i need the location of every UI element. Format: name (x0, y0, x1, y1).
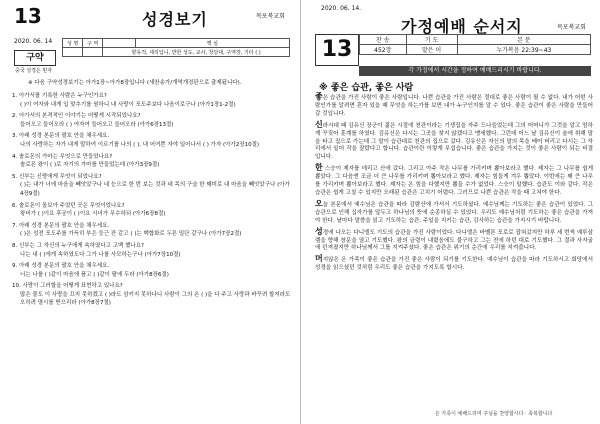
sermon-paragraph (315, 255, 593, 273)
answer-blank[interactable]: 나의 사랑하는 자가 내게 말하여 이르기를 나의 ( ), 내 어여쁜 자야 일어나서 ( ) 가자 (아가2장10절) (20, 141, 260, 148)
worship-title: 가정예배 순서지 (401, 17, 523, 36)
quiz-number: 13 (14, 4, 42, 28)
sermon-paragraph (315, 200, 593, 226)
church-name: 목포북교회 (557, 24, 586, 31)
quiz-title: 성경보기 (142, 10, 208, 29)
grid-header: 찬 송 (360, 35, 407, 45)
question-text: 6. 솔로몬이 돌보아 주었던 곳은 무엇이었나요? (12, 202, 125, 209)
question-item (12, 112, 292, 129)
footer-text: 온 가족이 예배드리며 주님을 찬양합시다 · 축복합니다 (435, 411, 553, 417)
answer-blank[interactable]: 솔로몬 왕이 ( )로 자기의 가마를 만들었는데 (아가3장9절) (20, 162, 160, 169)
sermon-body (315, 93, 593, 275)
answer-blank[interactable]: 들어오고 들어오라 ( ) 여자여 들어오고 들어오라 (아가6장13절) (20, 121, 174, 128)
sermon-paragraph (315, 228, 593, 254)
answer-blank[interactable]: ( )은 성전 포도주를 가득히 부은 둥근 잔 같고 ( )는 백합화로 두른 밀단 같구나 (아가7장2절) (20, 231, 242, 238)
district-cell[interactable] (83, 48, 103, 57)
church-name: 목포북교회 (256, 13, 285, 20)
drop-cap: 좋 (315, 92, 323, 101)
grid-note: 향유적, 세리입니, 반한 성도, 교사, 장당대, 구역장, 기타 ( ) (103, 48, 290, 57)
question-text: 2. 아가서의 본격적인 이야기는 어떻게 시작되었나요? (12, 113, 141, 120)
question-text: 4. 솔로몬의 가마는 무엇으로 만들었나요? (12, 153, 113, 160)
worship-date: 2020. 06. 14. (321, 5, 362, 12)
question-list (12, 92, 292, 311)
grid-header: 기 도 (406, 35, 457, 45)
answer-blank[interactable]: ( )는 내가 너에 마음을 빼앗았구나 네 눈으로 한 번 보는 것과 네 목의 구슬 한 꿰미로 내 마음을 빼앗았구나 (아가4장9절) (20, 182, 290, 197)
order-grid (359, 34, 591, 55)
paragraph-text: 스승이 제자를 데리고 산에 갔다. 그리고 아주 작은 나무를 가리키며 뽑아보라고 했다. 제자는 그 나무를 쉽게 뽑았다. 그 다음엔 조금 더 큰 나무를 가리키며 뽑아보라고 했다. 제자는 힘들게 겨우 뽑았다. 이번에는 꽤 큰 나무를 가리키며 뽑아보라고 했다. 제자는 온 힘을 다했지만 뽑을 수가 없었다. 스승이 말했다. 습관도 이와 같다. 작은 습관은 쉽게 고칠 수 있지만 오래된 습관은 고치기 어렵다. 그러므로 나쁜 습관은 작을 때 고쳐야 한다. (315, 166, 593, 196)
drop-cap: 머 (315, 254, 323, 264)
worship-number: 13 (315, 34, 359, 66)
drop-cap: 오 (315, 198, 323, 208)
family-worship-page (300, 0, 600, 424)
answer-blank[interactable]: 많은 물도 이 사랑을 끄지 못하겠고 ( )라도 삼키지 못하나니 사람이 그의 온 ( )을 다 주고 사랑과 바꾸려 할지라도 오히려 멸시를 받으리라 (아가8장7절) (20, 291, 291, 307)
info-grid (62, 38, 290, 57)
drop-cap: 신 (315, 119, 323, 129)
grid-header (103, 39, 135, 48)
grid-header: 성 명 (63, 39, 83, 48)
question-item (12, 222, 292, 239)
section-hint: 중국 성경은 믿자 (15, 68, 52, 74)
question-item (12, 242, 292, 259)
answer-blank[interactable]: 왕비가 ( )이요 후궁이 ( )이요 시녀가 무수하되 (아가6장8절) (20, 211, 166, 218)
sermon-paragraph (315, 121, 593, 163)
sermon-title: ※ 좋은 습관, 좋은 사람 (319, 83, 414, 93)
name-cell[interactable] (63, 48, 83, 57)
paragraph-text: 늘 본문에서 예수님은 습관을 따라 감람산에 가셔서 기도하셨다. 예수님께는 기도하는 좋은 습관이 있었다. 그 습관으로 인해 십자가를 앞두고 하나님의 뜻에 순종하실 수 있었다. 우리도 예수님처럼 기도하는 좋은 습관을 가져야 한다. 날마다 말씀을 읽고 기도하는 습관, 주일을 지키는 습관, 감사하는 습관을 가지시기 바랍니다. (315, 201, 593, 224)
question-item (12, 92, 292, 109)
question-text: 10. 사랑이 그러할을 어떻게 표현하고 있나요? (12, 283, 123, 290)
paragraph-text: 은 습관을 가진 사람이 좋은 사람입니다. 나쁜 습관을 가진 사람은 절대로 좋은 사람이 될 수 없다. 내가 어떤 사람인가를 알려면 혼자 있을 때 무엇을 하는가를 보면 내가 누구인지를 알 수 있다. 좋은 습관이 좋은 사람을 만들어 갈 것입니다. (315, 95, 593, 117)
question-item (12, 202, 292, 219)
paragraph-text: 경에 나오는 다니엘도 기도의 습관을 가진 사람이었다. 다니엘은 바벨론 포로로 잡혀갔지만 하루 세 번씩 예루살렘을 향해 창문을 열고 기도했다. 왕의 금령이 내렸음에도 불구하고 그는 전에 하던 대로 기도했다. 그 결과 사자굴에 던져졌지만 하나님께서 그를 지켜주셨다. 좋은 습관은 위기의 순간에 우리를 지켜줍니다. (315, 229, 593, 252)
sermon-paragraph (315, 93, 593, 119)
question-text: 9. 아래 성경 본문의 괄호 안을 채우세요. (12, 263, 110, 270)
grid-header: 본 문 (457, 35, 590, 45)
answer-blank[interactable]: 나는 내 ( )에게 속하였도다 그가 나를 사모하는구나 (아가7장10절) (20, 251, 181, 258)
question-item (12, 132, 292, 149)
question-item (12, 262, 292, 279)
prayer-value: 맡은 이 (406, 45, 457, 55)
question-text: 7. 아래 성경 본문의 괄호 안을 채우세요. (12, 222, 110, 229)
paragraph-text: 지않은 온 가족이 좋은 습관을 가진 좋은 사람이 되기를 기도한다. 예수님이 습관을 따라 기도하시고 회당에서 성경을 읽으셨던 것처럼 우리도 좋은 습관을 가지도록 합시다. (315, 257, 593, 272)
question-text: 8. 신부는 그 자신의 누구에게 속하였다고 고백 했나요? (12, 242, 144, 249)
answer-blank[interactable]: ( )이 여자와 내게 입 맞추기를 원하니 내 사랑이 포도주보다 나음이로구나 (아가1장1-2절) (20, 101, 236, 108)
scripture-value: 누가복음 22:39~43 (457, 45, 590, 55)
question-item (12, 282, 292, 308)
instruction-bar: 각 가정에서 시간을 정하여 예배드리시기 바랍니다. (359, 66, 591, 76)
sermon-paragraph (315, 164, 593, 198)
grid-header: 구 역 (83, 39, 103, 48)
answer-blank[interactable]: 너는 나를 ( )같이 마음에 품고 ( )같이 팔에 두라 (아가8장6절) (20, 271, 169, 278)
drop-cap: 한 (315, 163, 323, 173)
quiz-date: 2020. 06. 14 (14, 38, 53, 45)
question-item (12, 173, 292, 199)
question-item (12, 153, 292, 170)
question-text: 5. 신부는 신랑에게 무엇이 되었나요? (12, 173, 102, 180)
paragraph-text: 라시대 때 김유신 장군이 젊은 시절에 천관이라는 기생집을 자주 드나들었는데 그의 어머니가 그것을 알고 엄하게 꾸짖어 훈계를 하였다. 김유신은 다시는 그곳을 찾지 않겠다고 맹세했다. 그런데 어느 날 김유신이 술에 취해 말을 타고 집으로 가는데 그 말이 습관대로 천관의 집으로 갔다. 김유신은 자신의 말의 목을 베어 버리고 다시는 그 자리에서 일어 작을 잘랐다고 합니다. 습관이란 이렇게 무섭습니다. 좋은 습관을 가지는 것이 좋은 사람이 되는 비결입니다. (315, 122, 593, 161)
grid-header: 핵 심 (135, 39, 289, 48)
drop-cap: 성 (315, 226, 323, 236)
question-text: 3. 아래 성경 본문의 괄호 안을 채우세요. (12, 133, 110, 140)
question-text: 1. 아가서를 기록한 사람은 누구인가요? (12, 93, 107, 99)
hymn-value: 452장 (360, 45, 407, 55)
section-label: 구약 (14, 50, 56, 66)
quiz-range: ※ 다음 구약성경보기는 아가1장~아가8장입니다 (새찬송가/개역개정판으로 출제됩니다). (28, 80, 242, 86)
